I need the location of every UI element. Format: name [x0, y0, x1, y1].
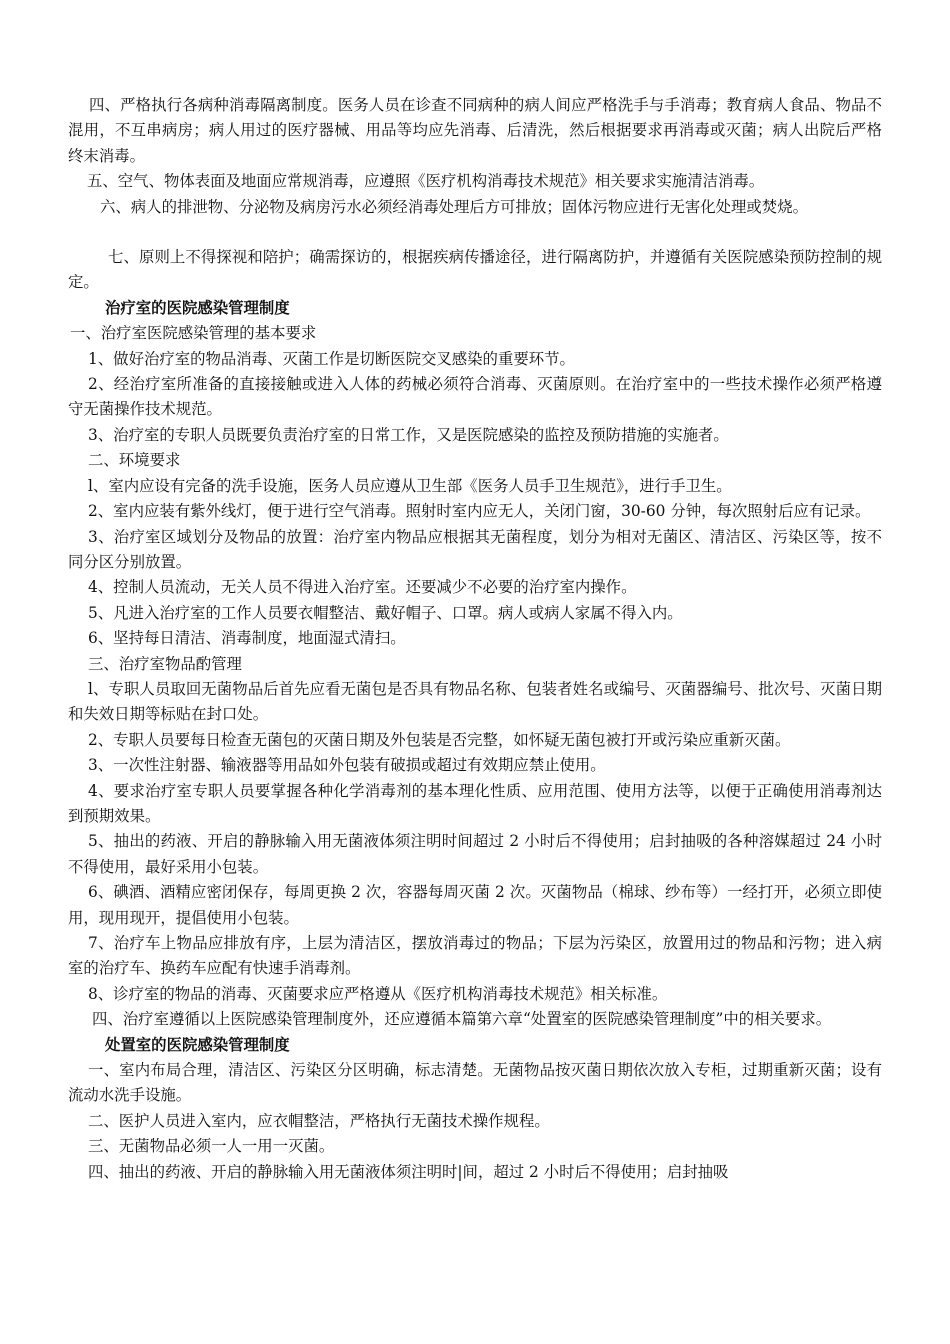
list-item: 6、坚持每日清洁、消毒制度，地面湿式清扫。	[88, 629, 406, 648]
section-title-disposal-room: 处置室的医院感染管理制度	[105, 1035, 290, 1054]
list-item: 四、抽出的药液、开启的静脉输入用无菌液体须注明时|间，超过 2 小时后不得使用；启封抽吸	[88, 1162, 729, 1181]
paragraph-visiting-rule: 七、原则上不得探视和陪护；确需探访的，根据疾病传播途径，进行隔离防护，并遵循有关医院感染预防控制的规定。	[68, 248, 882, 292]
list-item: 2、专职人员要每日检查无菌包的灭菌日期及外包装是否完整，如怀疑无菌包被打开或污染应重新灭菌。	[88, 730, 791, 749]
list-item: 3、治疗室区域划分及物品的放置：治疗室内物品应根据其无菌程度，划分为相对无菌区、清洁区、污染区等，按不同分区分别放置。	[68, 527, 882, 571]
paragraph-isolation: 四、严格执行各病种消毒隔离制度。医务人员在诊查不同病种的病人间应严格洗手与手消毒；教育病人食品、物品不混用，不互串病房；病人用过的医疗器械、用品等均应先消毒、后清洗，然后根据要求再消毒或灭菌；病人出院后严格终末消毒。	[68, 96, 882, 165]
list-item: 5、凡进入治疗室的工作人员要衣帽整洁、戴好帽子、口罩。病人或病人家属不得入内。	[88, 603, 683, 622]
list-item: 3、治疗室的专职人员既要负责治疗室的日常工作，又是医院感染的监控及预防措施的实施者。	[88, 425, 729, 444]
list-item: 3、一次性注射器、输液器等用品如外包装有破损或超过有效期应禁止使用。	[88, 756, 606, 775]
subheading-supplies-management: 三、治疗室物品酌管理	[88, 654, 242, 673]
section-title-treatment-room: 治疗室的医院感染管理制度	[105, 298, 290, 317]
list-item: 2、室内应装有紫外线灯，便于进行空气消毒。照射时室内应无人，关闭门窗，30-60 分钟，每次照射后应有记录。	[88, 502, 871, 521]
list-item: l、专职人员取回无菌物品后首先应看无菌包是否具有物品名称、包装者姓名或编号、灭菌器编号、批次号、灭菌日期和失效日期等标贴在封口处。	[68, 679, 882, 724]
list-item: 一、室内布局合理，清洁区、污染区分区明确，标志清楚。无菌物品按灭菌日期依次放入专柜，过期重新灭菌；设有流动水洗手设施。	[68, 1061, 882, 1105]
list-item: 4、要求治疗室专职人员要掌握各种化学消毒剂的基本理化性质、应用范围、使用方法等，以便于正确使用消毒剂达到预期效果。	[68, 781, 882, 825]
list-item: 5、抽出的药液、开启的静脉输入用无菌液体须注明时间超过 2 小时后不得使用；启封抽吸的各种溶媒超过 24 小时不得使用，最好采用小包装。	[68, 832, 882, 876]
list-item: 7、治疗车上物品应排放有序，上层为清洁区，摆放消毒过的物品；下层为污染区，放置用过的物品和污物；进入病室的治疗车、换药车应配有快速手消毒剂。	[68, 934, 882, 978]
list-item: l、室内应设有完备的洗手设施，医务人员应遵从卫生部《医务人员手卫生规范》，进行手卫生。	[88, 476, 732, 495]
blank-line	[68, 220, 882, 245]
list-item: 8、诊疗室的物品的消毒、灭菌要求应严格遵从《医疗机构消毒技术规范》相关标准。	[88, 984, 668, 1003]
subheading-basic-requirements: 一、治疗室医院感染管理的基本要求	[70, 324, 317, 343]
paragraph-surface-disinfection: 五、空气、物体表面及地面应常规消毒，应遵照《医疗机构消毒技术规范》相关要求实施清洁消毒。	[87, 172, 765, 191]
list-item: 四、治疗室遵循以上医院感染管理制度外，还应遵循本篇第六章“处置室的医院感染管理制度”中的相关要求。	[92, 1010, 832, 1029]
list-item: 6、碘酒、酒精应密闭保存，每周更换 2 次，容器每周灭菌 2 次。灭菌物品（棉球、纱布等）一经打开，必须立即使用，现用现开，提倡使用小包装。	[68, 883, 882, 927]
paragraph-waste-disposal: 六、病人的排泄物、分泌物及病房污水必须经消毒处理后方可排放；固体污物应进行无害化处理或焚烧。	[100, 197, 808, 216]
list-item: 三、无菌物品必须一人一用一灭菌。	[88, 1137, 335, 1156]
list-item: 2、经治疗室所准备的直接接触或进入人体的药械必须符合消毒、灭菌原则。在治疗室中的一些技术操作必须严格遵守无菌操作技术规范。	[68, 375, 882, 419]
document-page	[68, 93, 882, 1185]
list-item: 4、控制人员流动，无关人员不得进入治疗室。还要减少不必要的治疗室内操作。	[88, 578, 637, 597]
list-item: 二、医护人员进入室内，应衣帽整洁，严格执行无菌技术操作规程。	[88, 1111, 550, 1130]
list-item: 1、做好治疗室的物品消毒、灭菌工作是切断医院交叉感染的重要环节。	[88, 349, 575, 368]
subheading-environment: 二、环境要求	[88, 451, 181, 470]
